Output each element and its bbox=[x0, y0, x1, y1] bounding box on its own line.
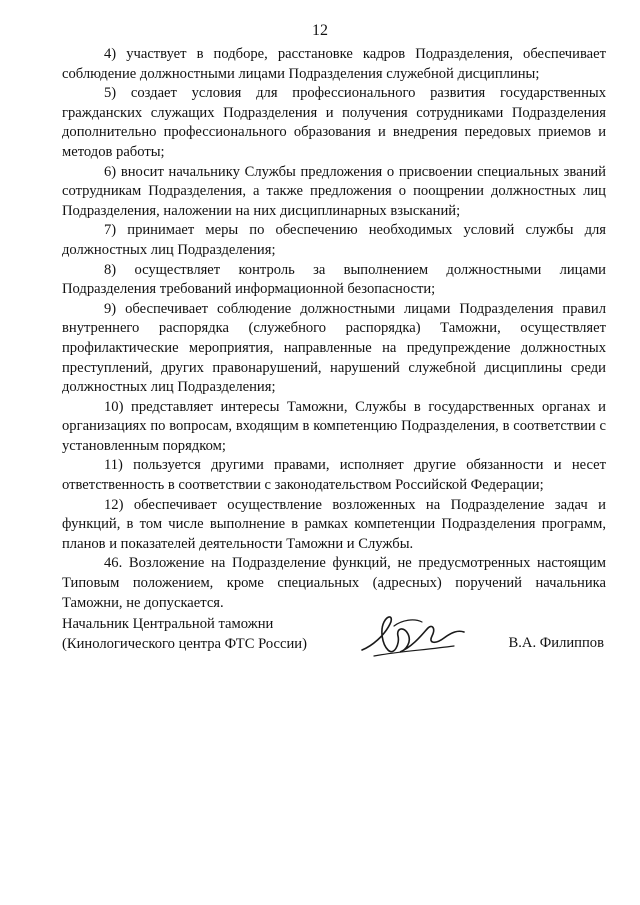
signatory-title bbox=[62, 614, 307, 654]
paragraph-item-10: 10) представляет интересы Таможни, Службы в государственных органах и организациях по вопросам, входящим в компетенцию Подразделения, в соответствии с установленным порядком; bbox=[62, 398, 606, 454]
paragraph-item-9: 9) обеспечивает соблюдение должностными лицами Подразделения правил внутреннего распорядка (служебного распорядка) Таможни, осуществляет профилактические мероприятия, направленные на предупреждение должностных преступлений, других правонарушений, нарушений служебной дисциплины среди должностных лиц Подразделения; bbox=[62, 300, 606, 396]
signatory-title-line2: (Кинологического центра ФТС России) bbox=[62, 636, 307, 652]
paragraph-item-6: 6) вносит начальнику Службы предложения о присвоении специальных званий сотрудникам Подразделения, а также предложения о поощрении должностных лиц Подразделения, наложении на них дисциплинарных взысканий; bbox=[62, 163, 606, 219]
signature-block bbox=[62, 614, 606, 664]
page-number: 12 bbox=[312, 22, 328, 39]
paragraph-item-12: 12) обеспечивает осуществление возложенных на Подразделение задач и функций, в том числе выполнение в рамках компетенции Подразделения программ, планов и показателей деятельности Таможни и Службы. bbox=[62, 496, 606, 552]
paragraph-item-8: 8) осуществляет контроль за выполнением должностными лицами Подразделения требований информационной безопасности; bbox=[62, 261, 606, 298]
paragraph-item-7: 7) принимает меры по обеспечению необходимых условий службы для должностных лиц Подразделения; bbox=[62, 222, 606, 258]
paragraph-item-4: 4) участвует в подборе, расстановке кадров Подразделения, обеспечивает соблюдение должностными лицами Подразделения служебной дисциплины; bbox=[62, 46, 606, 82]
document-body bbox=[62, 45, 606, 613]
paragraph-item-11: 11) пользуется другими правами, исполняет другие обязанности и несет ответственность в соответствии с законодательством Российской Федерации; bbox=[62, 457, 606, 494]
paragraph-item-5: 5) создает условия для профессионального развития государственных гражданских служащих Подразделения и получения сотрудниками Подразделения дополнительно профессионального образования и внедрения передовых приемов и методов работы; bbox=[62, 85, 606, 160]
paragraph-46: 46. Возложение на Подразделение функций, не предусмотренных настоящим Типовым положением, кроме специальных (адресных) поручений начальника Таможни, не допускается. bbox=[62, 555, 606, 611]
signatory-title-line1: Начальник Центральной таможни bbox=[62, 616, 274, 632]
handwritten-signature bbox=[354, 606, 474, 666]
signatory-name: В.А. Филиппов bbox=[508, 635, 604, 651]
